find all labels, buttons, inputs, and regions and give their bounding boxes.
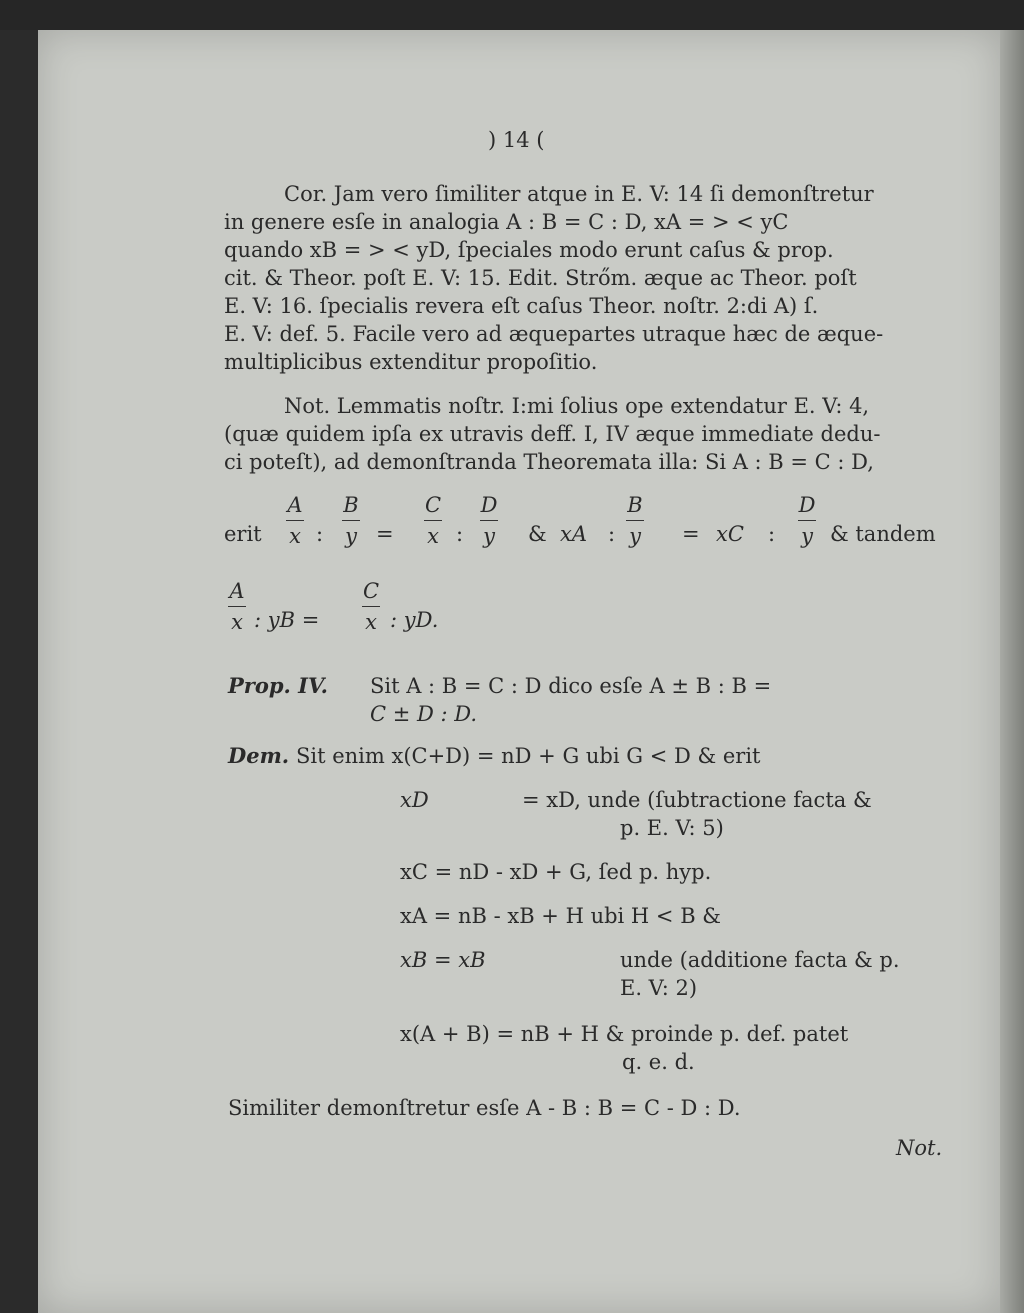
nota-line-1: Not. Lemmatis noſtr. I:mi ſolius ope extendatur E. V: 4,	[284, 394, 870, 418]
numerator: D	[480, 493, 498, 517]
cor-line-2: in genere esſe in analogia A : B = C : D, xA = > < yC	[224, 210, 789, 234]
yB-term: : yB =	[254, 608, 320, 632]
fraction-bar	[228, 606, 246, 607]
cor-line-1: Cor. Jam vero ſimiliter atque in E. V: 14 ſi demonſtretur	[284, 182, 874, 206]
yD-term: : yD.	[390, 608, 439, 632]
fraction-bar	[480, 520, 498, 521]
fraction-bar	[424, 520, 442, 521]
xA-term: xA	[560, 522, 588, 546]
numerator: B	[343, 493, 359, 517]
denominator: y	[483, 524, 495, 548]
tandem-word: & tandem	[830, 522, 936, 546]
scan-border-top	[0, 0, 1024, 30]
fraction-D-y	[474, 492, 504, 549]
prop-label: Prop. IV.	[228, 673, 328, 698]
colon: :	[456, 522, 464, 546]
fraction-A-x	[280, 492, 310, 549]
catchword: Not.	[896, 1136, 943, 1160]
denominator: y	[629, 524, 641, 548]
fraction-bar	[362, 606, 380, 607]
equals: =	[682, 522, 700, 546]
colon: :	[608, 522, 616, 546]
erit-word: erit	[224, 522, 262, 546]
fraction-bar	[626, 520, 644, 521]
fraction-bar	[342, 520, 360, 521]
numerator: C	[424, 493, 442, 517]
dem-row-2-cont: p. E. V: 5)	[620, 816, 724, 840]
dem-line-1: Sit enim x(C+D) = nD + G ubi G < D & erit	[296, 744, 761, 768]
similiter-line: Similiter demonſtretur esſe A - B : B = C - D : D.	[228, 1096, 741, 1120]
fraction-D-y-2	[792, 492, 822, 549]
colon: :	[768, 522, 776, 546]
dem-row-6-cont: q. e. d.	[622, 1050, 695, 1074]
fraction-B-y-2	[620, 492, 650, 549]
dem-row-6: x(A + B) = nB + H & proinde p. def. patet	[400, 1022, 849, 1046]
cor-line-4: cit. & Theor. poſt E. V: 15. Edit. Strőm. æque ac Theor. poſt	[224, 266, 857, 290]
numerator: D	[798, 493, 816, 517]
dem-row-5-right: unde (additione facta & p.	[620, 948, 900, 972]
xC-term: xC	[716, 522, 744, 546]
ampersand: &	[528, 522, 547, 546]
fraction-C-x-3	[356, 578, 386, 635]
fraction-bar	[798, 520, 816, 521]
denominator: x	[289, 524, 301, 548]
fraction-bar	[286, 520, 304, 521]
prop-line-2: C ± D : D.	[370, 702, 478, 726]
dem-row-3: xC = nD - xD + G, ſed p. hyp.	[400, 860, 712, 884]
denominator: y	[345, 524, 357, 548]
cor-line-7: multiplicibus extenditur propoſitio.	[224, 350, 598, 374]
denominator: x	[231, 610, 243, 634]
cor-line-3: quando xB = > < yD, ſpeciales modo erunt caſus & prop.	[224, 238, 834, 262]
scan-border-right	[1000, 30, 1024, 1313]
dem-row-5-left: xB = xB	[400, 948, 486, 972]
denominator: x	[365, 610, 377, 634]
denominator: y	[801, 524, 813, 548]
prop-line-1: Sit A : B = C : D dico esſe A ± B : B =	[370, 674, 772, 698]
equals: =	[376, 522, 394, 546]
cor-line-6: E. V: def. 5. Facile vero ad æquepartes utraque hæc de æque-	[224, 322, 884, 346]
numerator: A	[229, 579, 245, 603]
fraction-B-y	[336, 492, 366, 549]
dem-row-2-right: = xD, unde (ſubtractione facta &	[522, 788, 872, 812]
dem-row-2-left: xD	[400, 788, 429, 812]
dem-label: Dem.	[228, 743, 290, 768]
numerator: C	[362, 579, 380, 603]
dem-row-5-cont: E. V: 2)	[620, 976, 698, 1000]
numerator: B	[627, 493, 643, 517]
nota-line-2: (quæ quidem ipſa ex utravis deff. I, IV æque immediate dedu-	[224, 422, 881, 446]
colon: :	[316, 522, 324, 546]
denominator: x	[427, 524, 439, 548]
fraction-A-x-3	[222, 578, 252, 635]
fraction-C-x	[418, 492, 448, 549]
nota-line-3: ci poteſt), ad demonſtranda Theoremata illa: Si A : B = C : D,	[224, 450, 874, 474]
page-number: ) 14 (	[488, 128, 545, 152]
cor-line-5: E. V: 16. ſpecialis revera eſt caſus Theor. noſtr. 2:di A) ſ.	[224, 294, 819, 318]
dem-row-4: xA = nB - xB + H ubi H < B &	[400, 904, 721, 928]
numerator: A	[287, 493, 303, 517]
